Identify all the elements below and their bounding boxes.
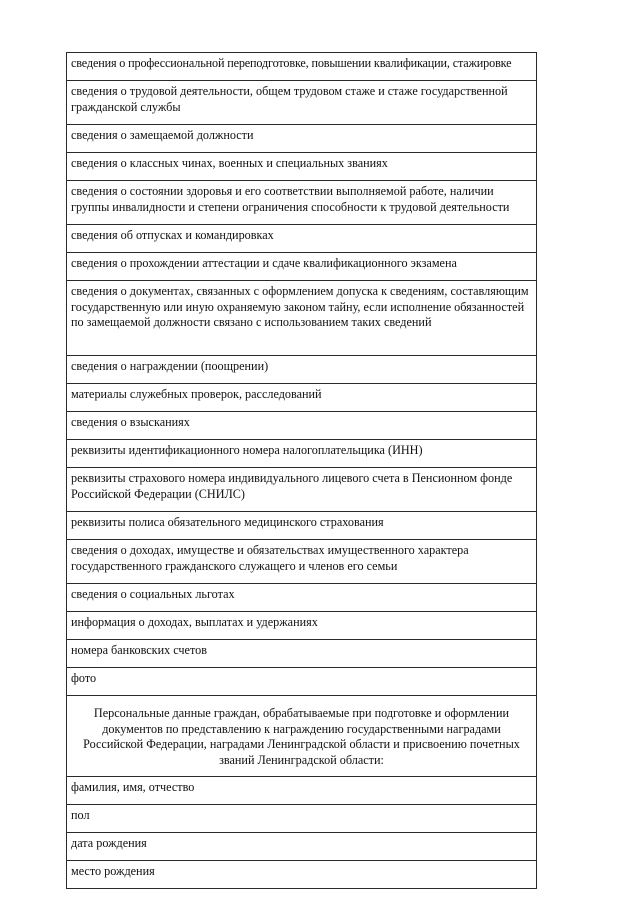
- table-cell: сведения о профессиональной переподготовке, повышении квалификации, стажировке: [67, 53, 537, 81]
- table-cell: пол: [67, 805, 537, 833]
- table-cell: материалы служебных проверок, расследований: [67, 384, 537, 412]
- table-row: [67, 125, 537, 153]
- personal-data-table: [66, 52, 537, 889]
- table-row: [67, 861, 537, 889]
- table-row: [67, 253, 537, 281]
- table-row: [67, 584, 537, 612]
- table-row: [67, 512, 537, 540]
- table-cell: сведения об отпусках и командировках: [67, 225, 537, 253]
- table-cell: сведения о трудовой деятельности, общем трудовом стаже и стаже государственной гражданской службы: [67, 81, 537, 125]
- table-row: [67, 81, 537, 125]
- table-row: [67, 540, 537, 584]
- table-row: [67, 833, 537, 861]
- table-cell: реквизиты полиса обязательного медицинского страхования: [67, 512, 537, 540]
- table-cell: сведения о классных чинах, военных и специальных званиях: [67, 153, 537, 181]
- table-row: [67, 440, 537, 468]
- table-row: [67, 281, 537, 356]
- table-cell: сведения о доходах, имуществе и обязательствах имущественного характера государственного гражданского служащего и членов его семьи: [67, 540, 537, 584]
- table-row: [67, 640, 537, 668]
- table-row: [67, 356, 537, 384]
- table-row: [67, 805, 537, 833]
- section-heading-row: [67, 696, 537, 777]
- table-cell: сведения о документах, связанных с оформлением допуска к сведениям, составляющим государственную или иную охраняемую законом тайну, если исполнение обязанностей по замещаемой должности связано с использованием таких сведений: [67, 281, 537, 356]
- table-row: [67, 53, 537, 81]
- table-row: [67, 384, 537, 412]
- section-heading: Персональные данные граждан, обрабатываемые при подготовке и оформлении документов по представлению к награждению государственными наградами Российской Федерации, наградами Ленинградской области и присвоению почетных званий Ленинградской области:: [67, 696, 537, 777]
- table-cell: сведения о состоянии здоровья и его соответствии выполняемой работе, наличии группы инвалидности и степени ограничения способности к трудовой деятельности: [67, 181, 537, 225]
- table-cell: фамилия, имя, отчество: [67, 777, 537, 805]
- table-row: [67, 225, 537, 253]
- table-cell: номера банковских счетов: [67, 640, 537, 668]
- table-cell: реквизиты страхового номера индивидуального лицевого счета в Пенсионном фонде Российской Федерации (СНИЛС): [67, 468, 537, 512]
- table-cell: сведения о взысканиях: [67, 412, 537, 440]
- table-row: [67, 777, 537, 805]
- table-row: [67, 181, 537, 225]
- table-row: [67, 153, 537, 181]
- table-row: [67, 612, 537, 640]
- table-row: [67, 412, 537, 440]
- table-cell: реквизиты идентификационного номера налогоплательщика (ИНН): [67, 440, 537, 468]
- table-cell: фото: [67, 668, 537, 696]
- table-cell: сведения о прохождении аттестации и сдаче квалификационного экзамена: [67, 253, 537, 281]
- table-cell: дата рождения: [67, 833, 537, 861]
- table-cell: сведения о социальных льготах: [67, 584, 537, 612]
- table-cell: место рождения: [67, 861, 537, 889]
- table-cell: сведения о награждении (поощрении): [67, 356, 537, 384]
- table-cell: сведения о замещаемой должности: [67, 125, 537, 153]
- table-row: [67, 468, 537, 512]
- table-cell: информация о доходах, выплатах и удержаниях: [67, 612, 537, 640]
- table-row: [67, 668, 537, 696]
